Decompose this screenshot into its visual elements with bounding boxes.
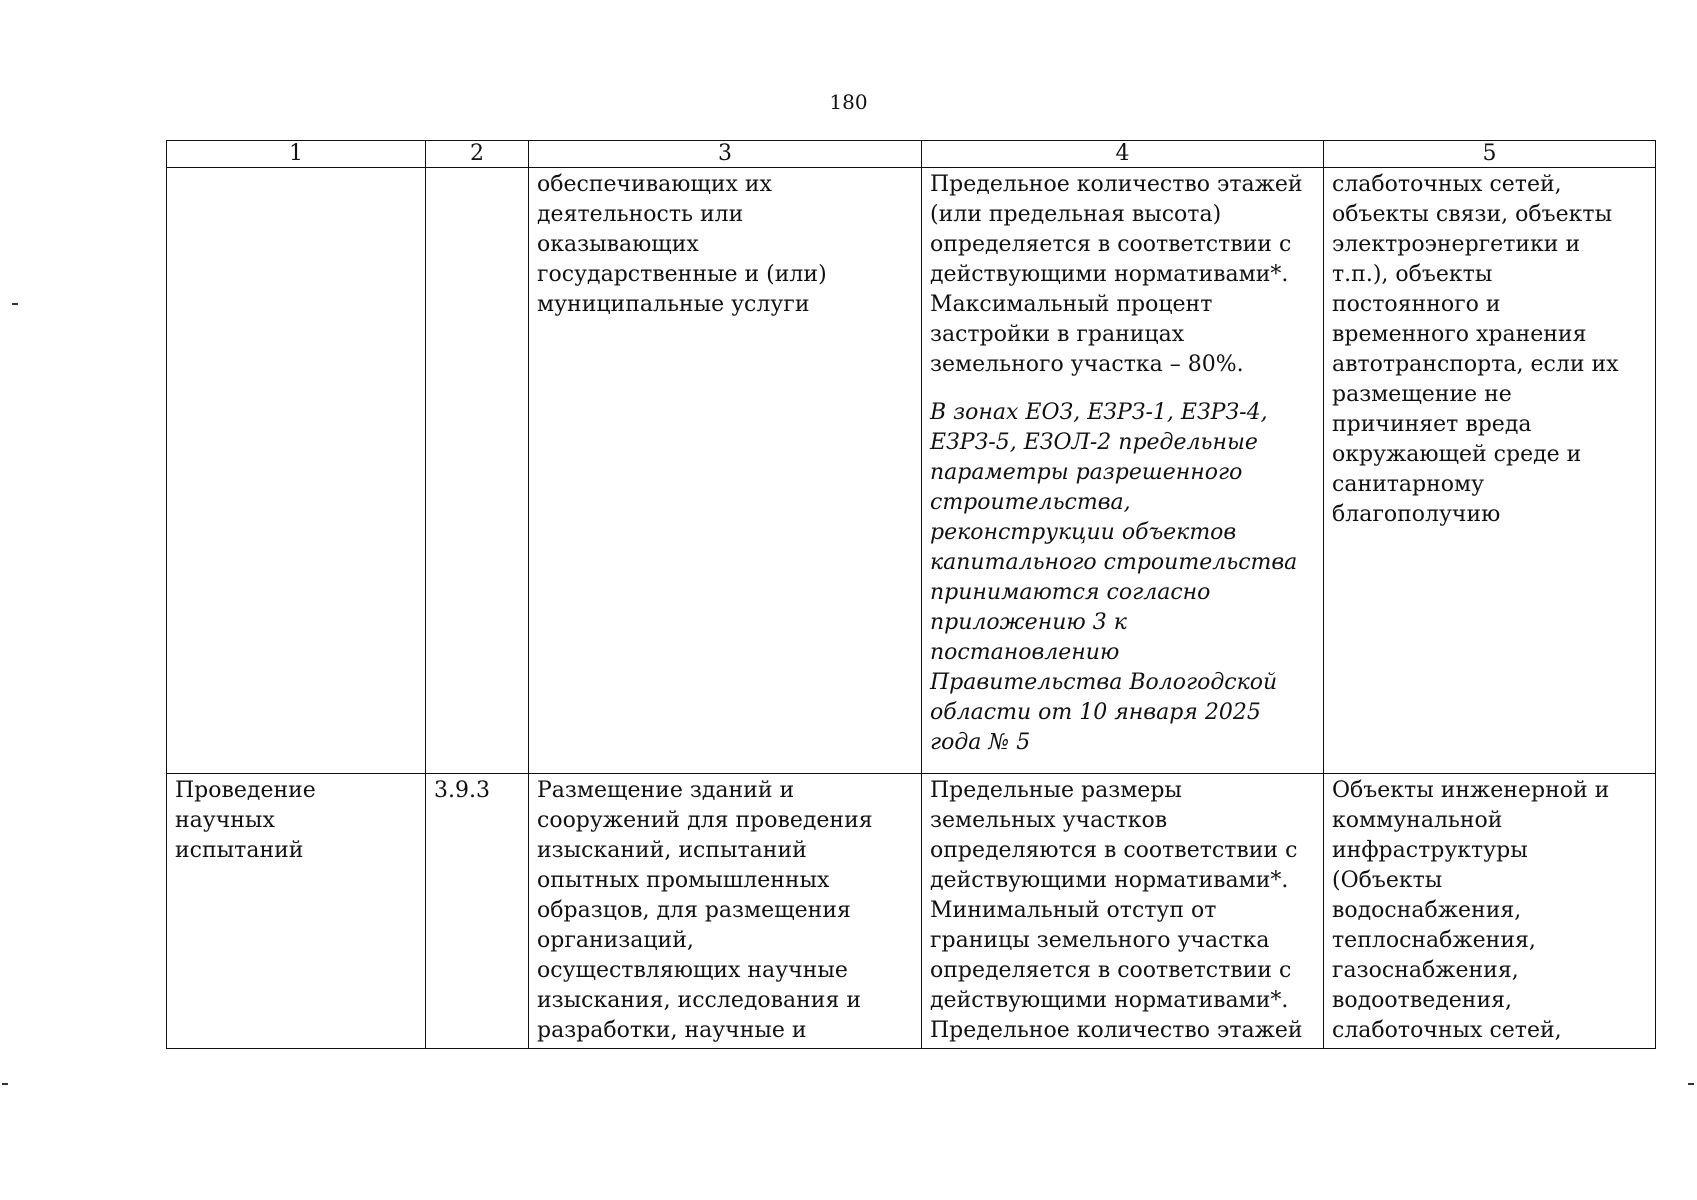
text-line: определяются в соответствии с	[930, 838, 1298, 863]
table-row	[167, 168, 1656, 774]
text-line: Объекты инженерной и	[1332, 778, 1610, 803]
text-line: Предельные размеры	[930, 778, 1182, 803]
text-line: осуществляющих научные	[537, 958, 848, 983]
text-line: испытаний	[175, 838, 304, 863]
text-line: В зонах ЕОЗ, ЕЗРЗ-1, ЕЗРЗ-4,	[930, 400, 1268, 425]
table-row	[167, 774, 1656, 1049]
text-line: слаботочных сетей,	[1332, 1018, 1562, 1043]
text-line: научных	[175, 808, 275, 833]
text-line: застройки в границах	[930, 322, 1185, 347]
parameters-text	[930, 170, 1315, 380]
text-line: Размещение зданий и	[537, 778, 795, 803]
text-line: области от 10 января 2025	[930, 700, 1261, 725]
text-line: Минимальный отступ от	[930, 898, 1217, 923]
text-line: деятельность или	[537, 202, 744, 227]
scan-margin-mark	[2, 1083, 8, 1085]
text-line: Предельное количество этажей	[930, 1018, 1303, 1043]
scan-margin-mark	[1688, 1083, 1694, 1085]
cell-auxiliary-uses	[1324, 168, 1656, 774]
text-line: принимаются согласно	[930, 580, 1211, 605]
text-line: земельных участков	[930, 808, 1168, 833]
cell-use-name	[167, 774, 426, 1049]
cell-auxiliary-uses	[1324, 774, 1656, 1049]
text-line: объекты связи, объекты	[1332, 202, 1613, 227]
text-line: окружающей среде и	[1332, 442, 1582, 467]
text-line: автотранспорта, если их	[1332, 352, 1619, 377]
text-line: электроэнергетики и	[1332, 232, 1581, 257]
text-line: (или предельная высота)	[930, 202, 1222, 227]
text-line: инфраструктуры	[1332, 838, 1528, 863]
parameters-zone-note	[930, 398, 1315, 758]
text-line: слаботочных сетей,	[1332, 172, 1562, 197]
text-line: государственные и (или)	[537, 262, 827, 287]
text-line: опытных промышленных	[537, 868, 830, 893]
text-line: 3.9.3	[434, 778, 490, 803]
page-number: 180	[829, 90, 868, 114]
column-header-4: 4	[922, 141, 1324, 168]
text-line: приложению 3 к	[930, 610, 1127, 635]
text-line: земельного участка – 80%.	[930, 352, 1244, 377]
column-header-1: 1	[167, 141, 426, 168]
text-line: т.п.), объекты	[1332, 262, 1493, 287]
text-line: водоснабжения,	[1332, 898, 1522, 923]
table-header-row	[167, 141, 1656, 168]
text-line: размещение не	[1332, 382, 1512, 407]
text-line: муниципальные услуги	[537, 292, 810, 317]
column-header-5: 5	[1324, 141, 1656, 168]
text-line: ЕЗРЗ-5, ЕЗОЛ-2 предельные	[930, 430, 1258, 455]
text-line: сооружений для проведения	[537, 808, 873, 833]
text-line: определяется в соответствии с	[930, 232, 1292, 257]
cell-use-name	[167, 168, 426, 774]
text-line: изысканий, испытаний	[537, 838, 807, 863]
text-line: границы земельного участка	[930, 928, 1270, 953]
text-line: обеспечивающих их	[537, 172, 772, 197]
cell-parameters	[922, 774, 1324, 1049]
scan-margin-mark	[12, 303, 18, 305]
text-line: теплоснабжения,	[1332, 928, 1536, 953]
text-line: Предельное количество этажей	[930, 172, 1303, 197]
text-line: Максимальный процент	[930, 292, 1213, 317]
text-line: года № 5	[930, 730, 1031, 755]
text-line: оказывающих	[537, 232, 699, 257]
text-line: определяется в соответствии с	[930, 958, 1292, 983]
text-line: коммунальной	[1332, 808, 1503, 833]
cell-description	[529, 774, 922, 1049]
text-line: организаций,	[537, 928, 694, 953]
text-line: Правительства Вологодской	[930, 670, 1278, 695]
cell-parameters	[922, 168, 1324, 774]
regulations-table	[166, 140, 1656, 1049]
text-line: санитарному	[1332, 472, 1485, 497]
text-line: разработки, научные и	[537, 1018, 807, 1043]
cell-code	[426, 168, 529, 774]
cell-description	[529, 168, 922, 774]
text-line: газоснабжения,	[1332, 958, 1519, 983]
text-line: Проведение	[175, 778, 316, 803]
text-line: (Объекты	[1332, 868, 1443, 893]
cell-code	[426, 774, 529, 1049]
text-line: строительства,	[930, 490, 1131, 515]
text-line: действующими нормативами*.	[930, 262, 1289, 287]
text-line: капитального строительства	[930, 550, 1298, 575]
text-line: изыскания, исследования и	[537, 988, 862, 1013]
text-line: временного хранения	[1332, 322, 1587, 347]
text-line: параметры разрешенного	[930, 460, 1243, 485]
text-line: водоотведения,	[1332, 988, 1513, 1013]
text-line: действующими нормативами*.	[930, 868, 1289, 893]
text-line: причиняет вреда	[1332, 412, 1532, 437]
text-line: постановлению	[930, 640, 1120, 665]
text-line: благополучию	[1332, 502, 1501, 527]
text-line: реконструкции объектов	[930, 520, 1237, 545]
text-line: образцов, для размещения	[537, 898, 851, 923]
column-header-2: 2	[426, 141, 529, 168]
column-header-3: 3	[529, 141, 922, 168]
text-line: постоянного и	[1332, 292, 1501, 317]
text-line: действующими нормативами*.	[930, 988, 1289, 1013]
